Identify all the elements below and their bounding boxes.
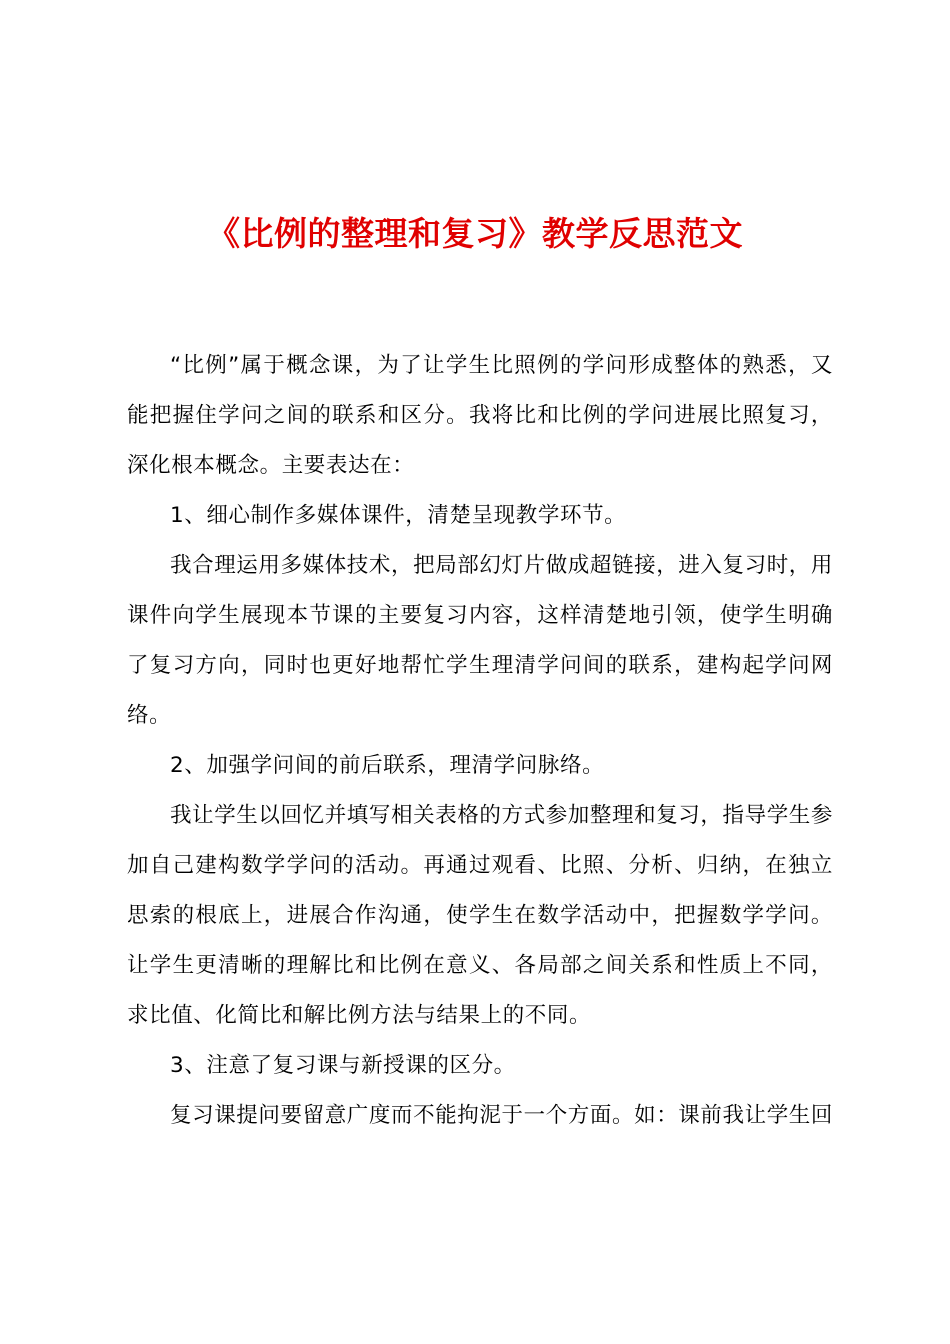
paragraph-point-1-detail: 我合理运用多媒体技术，把局部幻灯片做成超链接，进入复习时，用课件向学生展现本节课的主要复习内容，这样清楚地引领，使学生明确了复习方向，同时也更好地帮忙学生理清学问间的联系，建构起学问网络。 — [127, 553, 834, 728]
paragraph-point-2-detail: 我让学生以回忆并填写相关表格的方式参加整理和复习，指导学生参加自己建构数学学问的活动。再通过观看、比照、分析、归纳，在独立思索的根底上，进展合作沟通，使学生在数学活动中，把握数学学问。让学生更清晰的理解比和比例在意义、各局部之间关系和性质上不同，求比值、化简比和解比例方法与结果上的不同。 — [127, 803, 834, 1028]
document-body — [127, 341, 833, 1141]
paragraph-point-3-detail: 复习课提问要留意广度而不能拘泥于一个方面。如：课前我让学生回 — [170, 1103, 834, 1128]
paragraph-point-3: 3、注意了复习课与新授课的区分。 — [170, 1053, 516, 1078]
document-title: 《比例的整理和复习》教学反思范文 — [207, 214, 743, 253]
paragraph-point-1: 1、细心制作多媒体课件，清楚呈现教学环节。 — [170, 503, 627, 528]
paragraph-point-2: 2、加强学问间的前后联系，理清学问脉络。 — [170, 753, 605, 778]
paragraph-intro: “比例”属于概念课，为了让学生比照例的学问形成整体的熟悉，又能把握住学问之间的联系和区分。我将比和比例的学问进展比照复习，深化根本概念。主要表达在： — [127, 353, 833, 478]
